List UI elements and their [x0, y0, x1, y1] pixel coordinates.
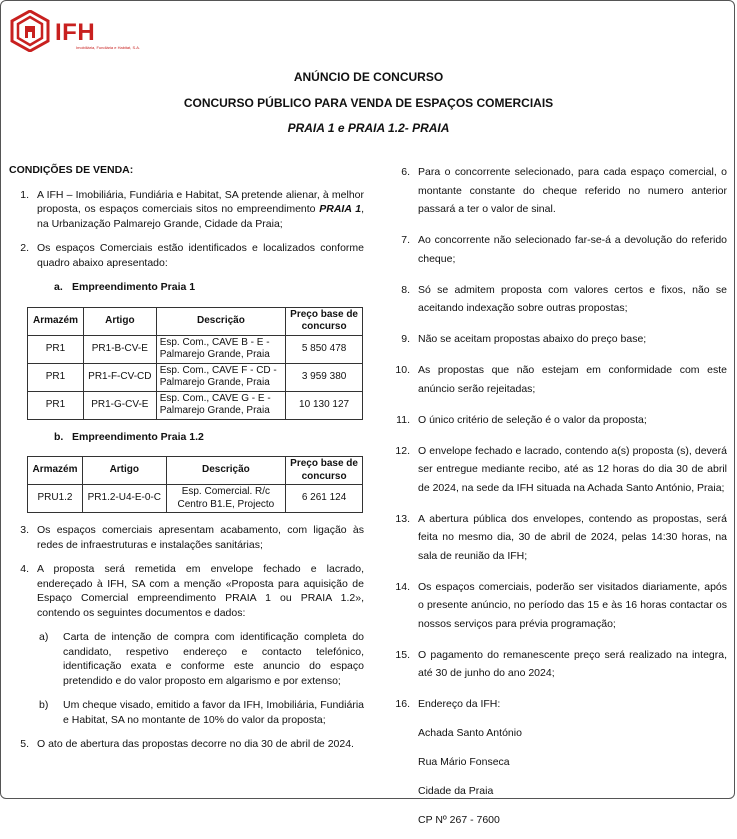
sub-list-item: b) Um cheque visado, emitido a favor da IFH, Imobiliária, Fundiária e Habitat, SA no montante de 10% do valor da proposta; — [39, 699, 364, 726]
list-item: 12. O envelope fechado e lacrado, contendo a(s) proposta (s), deverá ser entregue mediante recibo, até as 12 horas do dia 30 de abril de 2024, na sede da IFH situada na Achada Santo António, Praia; — [395, 444, 727, 494]
table-row: PR1 PR1-G-CV-E Esp. Com., CAVE G - E - Palmarejo Grande, Praia 10 130 127 — [28, 391, 363, 419]
contest-title: CONCURSO PÚBLICO PARA VENDA DE ESPAÇOS COMERCIAIS — [183, 96, 554, 110]
table-row: PR1 PR1-F-CV-CD Esp. Com., CAVE F - CD - Palmarejo Grande, Praia 3 959 380 — [28, 363, 363, 391]
table-header-row — [28, 457, 363, 485]
left-column — [9, 163, 364, 762]
subheading-praia-1-2: b. Empreendimento Praia 1.2 — [54, 430, 204, 443]
list-item: 2. Os espaços Comerciais estão identificados e localizados conforme quadro abaixo apresentado: — [20, 242, 364, 269]
table-header-row — [28, 307, 363, 335]
conditions-heading: CONDIÇÕES DE VENDA: — [9, 164, 134, 176]
list-item: 13. A abertura pública dos envelopes, contendo as propostas, será feita no mesmo dia, 30 de abril de 2024, pelas 14:30 horas, na sala de reunião da IFH; — [395, 512, 727, 562]
logo-wordmark: IFH — [55, 19, 96, 46]
header-descricao: Descrição — [156, 307, 285, 335]
list-item: 9. Não se aceitam propostas abaixo do preço base; — [401, 333, 647, 345]
subheading-praia-1: a. Empreendimento Praia 1 — [54, 281, 196, 293]
hexagon-logo-icon — [10, 10, 50, 52]
notice-title: ANÚNCIO DE CONCURSO — [293, 70, 444, 84]
list-item: 1. A IFH – Imobiliária, Fundiária e Habitat, SA pretende alienar, à melhor proposta, os espaços comerciais sitos no empreendimento PRAIA 1, na Urbanização Palmarejo Grande, Cidade da Praia; — [20, 188, 364, 230]
header-preco: Preço base de concurso — [286, 307, 363, 335]
header-armazem: Armazém — [28, 307, 84, 335]
header-artigo: Artigo — [82, 457, 166, 485]
address-line: CP Nº 267 - 7600 — [418, 814, 500, 826]
location-title: PRAIA 1 e PRAIA 1.2- PRAIA — [287, 121, 450, 135]
table-row: PR1 PR1-B-CV-E Esp. Com., CAVE B - E - Palmarejo Grande, Praia 5 850 478 — [28, 335, 363, 363]
list-item: 8. Só se admitem proposta com valores certos e fixos, não se aceitando indexação sobre outras propostas; — [401, 283, 727, 314]
list-item: 5. O ato de abertura das propostas decorre no dia 30 de abril de 2024. — [20, 738, 354, 750]
address-line: Cidade da Praia — [418, 785, 494, 797]
header-armazem: Armazém — [28, 457, 83, 485]
table-row: PRU1.2 PR1.2-U4-E-0-C Esp. Comercial. R/c Centro B1.E, Projecto 6 261 124 — [28, 485, 363, 513]
list-item: 3. Os espaços comerciais apresentam acabamento, com ligação às redes de infraestruturas e instalações sanitárias; — [20, 524, 364, 551]
list-item: 14. Os espaços comerciais, poderão ser visitados diariamente, após o presente anúncio, no período das 15 e às 16 horas contactar os nossos serviços para prévia programação; — [395, 580, 727, 630]
address-line: Rua Mário Fonseca — [418, 756, 510, 768]
list-item: 15. O pagamento do remanescente preço será realizado na integra, até 30 de junho do ano 2024; — [395, 648, 727, 679]
ifh-logo — [10, 10, 141, 54]
list-item: 16. Endereço da IFH: — [395, 698, 501, 710]
header-descricao: Descrição — [166, 457, 286, 485]
header-preco: Preço base de concurso — [286, 457, 363, 485]
list-item: 6. Para o concorrente selecionado, para cada espaço comercial, o montante constante do cheque referido no numero anterior passará a ter o valor de sinal. — [401, 166, 727, 215]
header-artigo: Artigo — [83, 307, 156, 335]
list-item: 11. O único critério de seleção é o valor da proposta; — [396, 413, 647, 426]
table-praia-1-2 — [27, 456, 363, 513]
sub-list-item: a) Carta de intenção de compra com identificação completa do candidato, respetivo endereço e contacto telefónico, identificação exata e conforme este anuncio do espaço pretendido e do valor proposto em algarismo e por extenso; — [39, 631, 364, 687]
list-item: 7. Ao concorrente não selecionado far-se-á a devolução do referido cheque; — [401, 234, 727, 265]
address-line: Achada Santo António — [418, 727, 522, 739]
table-praia-1 — [27, 307, 363, 420]
logo-subtitle: Imobiliária, Fundiária e Habitat, S.A. — [76, 45, 141, 50]
list-item: 4. A proposta será remetida em envelope fechado e lacrado, endereçado à IFH, SA com a menção «Proposta para aquisição de Espaço Comercial empreendimento PRAIA 1 ou PRAIA 1.2», contendo os seguintes documentos e dados: — [20, 563, 364, 619]
right-column — [392, 163, 727, 839]
list-item: 10. As propostas que não estejam em conformidade com este anúncio serão rejeitadas; — [395, 364, 727, 395]
